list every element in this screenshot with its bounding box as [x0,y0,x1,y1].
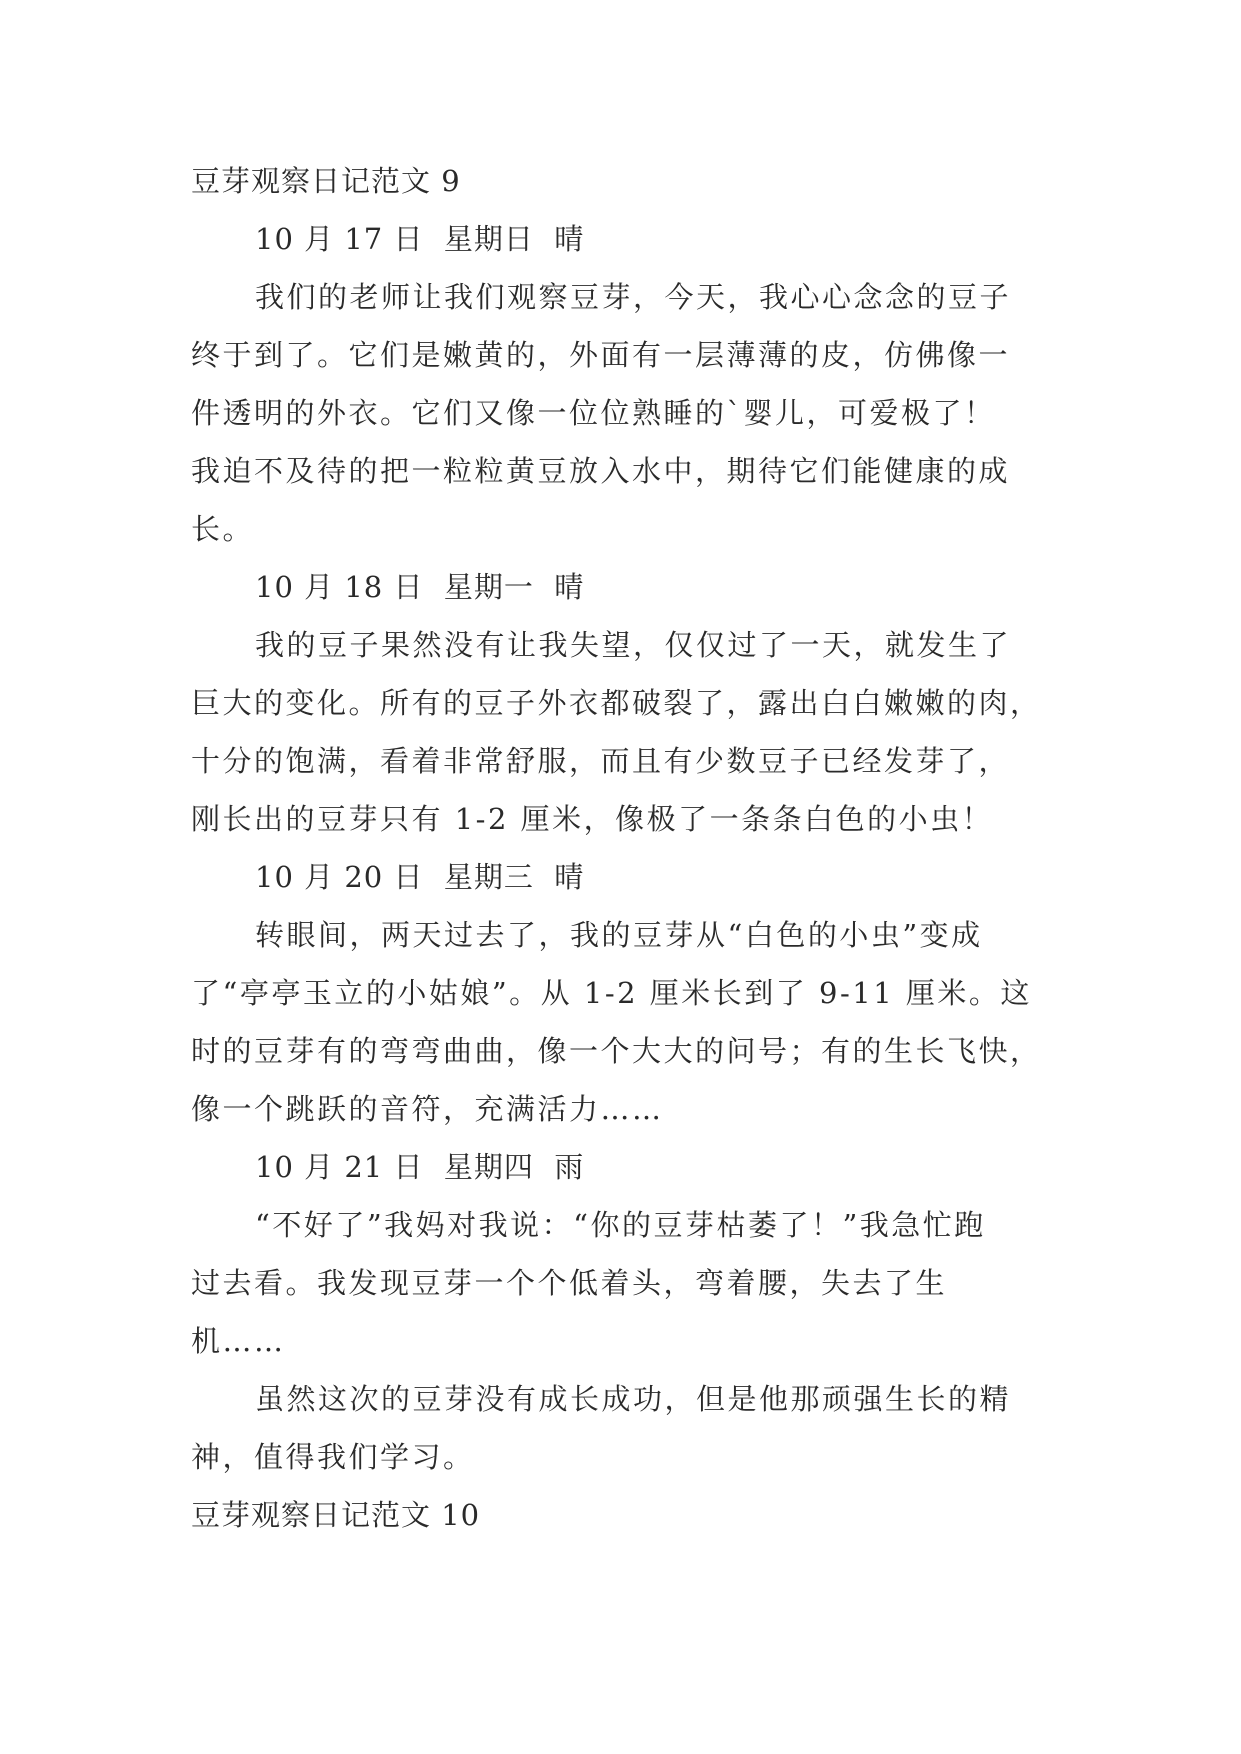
paragraph-line: 了“亭亭玉立的小姑娘”。从 1-2 厘米长到了 9-11 厘米。这 [191,976,1032,1010]
paragraph-line: 机…… [191,1324,286,1358]
paragraph-line: 长。 [191,512,255,546]
paragraph-line: 转眼间，两天过去了，我的豆芽从“白色的小虫”变成 [255,918,983,952]
paragraph-line: 像一个跳跃的音符，充满活力…… [191,1092,664,1126]
paragraph-line: 时的豆芽有的弯弯曲曲，像一个大大的问号；有的生长飞快， [191,1034,1042,1068]
paragraph-line: 我迫不及待的把一粒粒黄豆放入水中，期待它们能健康的成 [191,454,1011,488]
paragraph-line: 刚长出的豆芽只有 1-2 厘米，像极了一条条白色的小虫！ [191,802,994,836]
paragraph-line: 过去看。我发现豆芽一个个低着头，弯着腰，失去了生 [191,1266,948,1300]
paragraph-line: 我们的老师让我们观察豆芽，今天，我心心念念的豆子 [255,280,1012,314]
paragraph-line: 终于到了。它们是嫩黄的，外面有一层薄薄的皮，仿佛像一 [191,338,1011,372]
conclusion-line: 神，值得我们学习。 [191,1440,475,1474]
entry-date: 10 月 20 日 星期三 晴 [255,860,585,894]
paragraph-line: 件透明的外衣。它们又像一位位熟睡的`婴儿，可爱极了！ [191,396,996,430]
document-body [191,152,1061,1544]
entry-date: 10 月 17 日 星期日 晴 [255,222,585,256]
entry-date: 10 月 18 日 星期一 晴 [255,570,585,604]
section-title: 豆芽观察日记范文 9 [191,164,461,198]
paragraph-line: “不好了”我妈对我说：“你的豆芽枯萎了！”我急忙跑 [255,1208,986,1242]
paragraph-line: 十分的饱满，看着非常舒服，而且有少数豆子已经发芽了， [191,744,1011,778]
conclusion-line: 虽然这次的豆芽没有成长成功，但是他那顽强生长的精 [255,1382,1012,1416]
paragraph-line: 巨大的变化。所有的豆子外衣都破裂了，露出白白嫩嫩的肉， [191,686,1042,720]
paragraph-line: 我的豆子果然没有让我失望，仅仅过了一天，就发生了 [255,628,1012,662]
entry-date: 10 月 21 日 星期四 雨 [255,1150,585,1184]
section-title: 豆芽观察日记范文 10 [191,1498,481,1532]
